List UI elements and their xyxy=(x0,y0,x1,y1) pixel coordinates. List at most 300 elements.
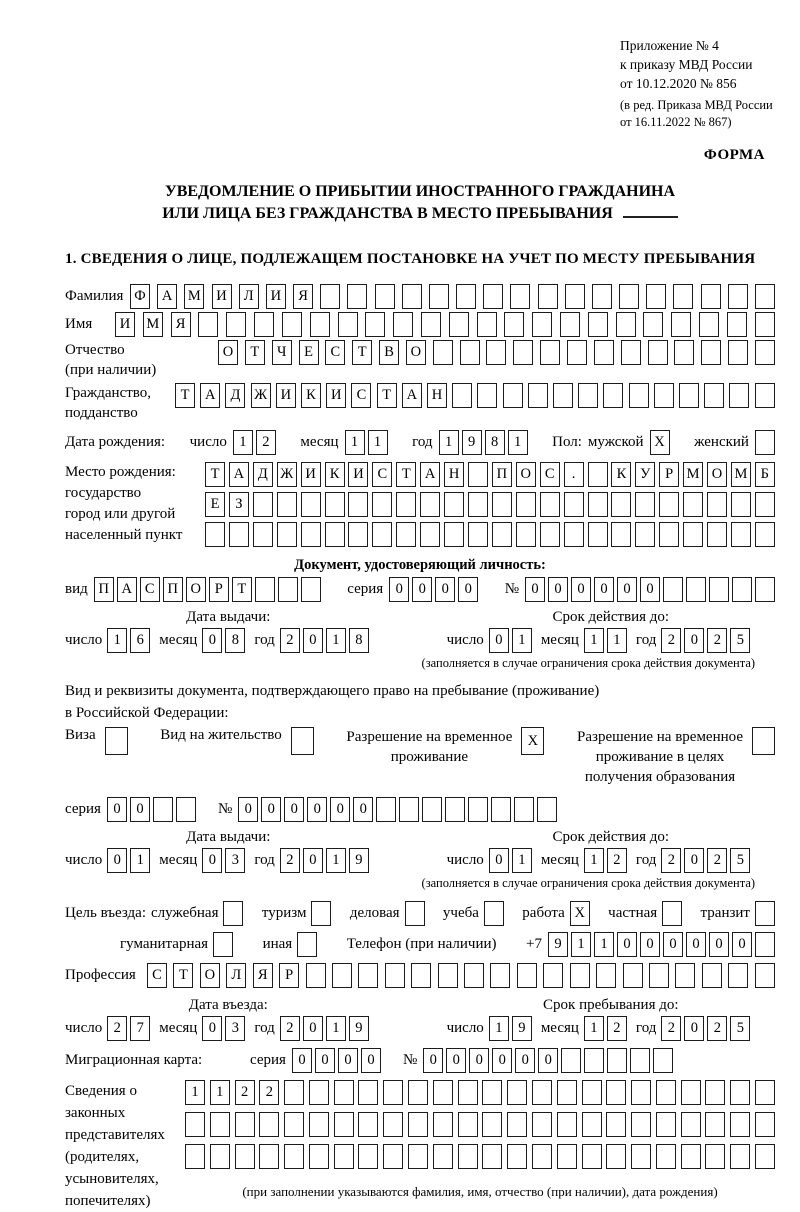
char-cell[interactable] xyxy=(730,1144,750,1169)
char-cell[interactable] xyxy=(325,492,345,517)
char-cell[interactable]: 9 xyxy=(349,1016,369,1041)
char-cell[interactable] xyxy=(755,1112,775,1137)
char-cell[interactable]: А xyxy=(157,284,177,309)
char-cell[interactable] xyxy=(631,1144,651,1169)
char-cell[interactable]: 7 xyxy=(130,1016,150,1041)
char-cell[interactable] xyxy=(402,284,422,309)
char-cell[interactable]: 1 xyxy=(210,1080,230,1105)
char-cell[interactable] xyxy=(105,727,128,755)
char-cell[interactable] xyxy=(468,462,488,487)
char-cell[interactable]: И xyxy=(115,312,135,337)
char-cell[interactable]: 2 xyxy=(661,628,681,653)
char-cell[interactable]: П xyxy=(492,462,512,487)
char-cell[interactable] xyxy=(433,1080,453,1105)
char-cell[interactable] xyxy=(659,492,679,517)
char-cell[interactable] xyxy=(358,1080,378,1105)
char-cell[interactable] xyxy=(458,1112,478,1137)
char-cell[interactable]: 0 xyxy=(303,848,323,873)
char-cell[interactable]: 0 xyxy=(202,628,222,653)
char-cell[interactable] xyxy=(320,284,340,309)
char-cell[interactable]: И xyxy=(348,462,368,487)
char-cell[interactable]: 2 xyxy=(707,628,727,653)
char-cell[interactable]: Р xyxy=(659,462,679,487)
char-cell[interactable] xyxy=(376,797,396,822)
char-cell[interactable]: С xyxy=(351,383,371,408)
char-cell[interactable] xyxy=(517,963,537,988)
char-cell[interactable] xyxy=(578,383,598,408)
char-cell[interactable]: 5 xyxy=(730,1016,750,1041)
char-cell[interactable]: Т xyxy=(205,462,225,487)
char-cell[interactable] xyxy=(729,383,749,408)
char-cell[interactable] xyxy=(656,1080,676,1105)
char-cell[interactable]: Е xyxy=(299,340,319,365)
char-cell[interactable] xyxy=(185,1144,205,1169)
char-cell[interactable]: 5 xyxy=(730,628,750,653)
char-cell[interactable]: 1 xyxy=(130,848,150,873)
char-cell[interactable]: Я xyxy=(171,312,191,337)
char-cell[interactable] xyxy=(503,383,523,408)
char-cell[interactable]: М xyxy=(143,312,163,337)
char-cell[interactable] xyxy=(277,522,297,547)
char-cell[interactable]: 0 xyxy=(684,1016,704,1041)
char-cell[interactable] xyxy=(278,577,298,602)
char-cell[interactable] xyxy=(705,1144,725,1169)
char-cell[interactable] xyxy=(728,284,748,309)
char-cell[interactable] xyxy=(653,1048,673,1073)
char-cell[interactable] xyxy=(348,492,368,517)
char-cell[interactable]: С xyxy=(140,577,160,602)
char-cell[interactable]: Н xyxy=(427,383,447,408)
char-cell[interactable]: 8 xyxy=(349,628,369,653)
char-cell[interactable]: 9 xyxy=(462,430,482,455)
char-cell[interactable] xyxy=(656,1144,676,1169)
char-cell[interactable]: 2 xyxy=(235,1080,255,1105)
char-cell[interactable]: 0 xyxy=(469,1048,489,1073)
char-cell[interactable]: С xyxy=(325,340,345,365)
char-cell[interactable] xyxy=(629,383,649,408)
char-cell[interactable]: 0 xyxy=(353,797,373,822)
char-cell[interactable]: 0 xyxy=(330,797,350,822)
char-cell[interactable] xyxy=(438,963,458,988)
char-cell[interactable] xyxy=(408,1144,428,1169)
char-cell[interactable] xyxy=(460,340,480,365)
char-cell[interactable] xyxy=(309,1080,329,1105)
char-cell[interactable] xyxy=(486,340,506,365)
char-cell[interactable] xyxy=(630,1048,650,1073)
char-cell[interactable]: К xyxy=(301,383,321,408)
char-cell[interactable]: С xyxy=(540,462,560,487)
char-cell[interactable] xyxy=(492,522,512,547)
char-cell[interactable]: 0 xyxy=(315,1048,335,1073)
char-cell[interactable]: 0 xyxy=(261,797,281,822)
char-cell[interactable]: М xyxy=(731,462,751,487)
char-cell[interactable] xyxy=(755,1080,775,1105)
char-cell[interactable]: 0 xyxy=(489,848,509,873)
char-cell[interactable] xyxy=(675,963,695,988)
char-cell[interactable]: А xyxy=(402,383,422,408)
char-cell[interactable]: 0 xyxy=(571,577,591,602)
char-cell[interactable]: 1 xyxy=(233,430,253,455)
char-cell[interactable] xyxy=(483,284,503,309)
char-cell[interactable] xyxy=(444,522,464,547)
char-cell[interactable] xyxy=(540,340,560,365)
char-cell[interactable] xyxy=(564,522,584,547)
char-cell[interactable] xyxy=(338,312,358,337)
char-cell[interactable]: 0 xyxy=(423,1048,443,1073)
char-cell[interactable]: Т xyxy=(173,963,193,988)
char-cell[interactable]: 1 xyxy=(594,932,614,957)
char-cell[interactable]: К xyxy=(611,462,631,487)
char-cell[interactable] xyxy=(755,963,775,988)
char-cell[interactable]: 2 xyxy=(256,430,276,455)
char-cell[interactable]: 1 xyxy=(326,848,346,873)
char-cell[interactable]: 1 xyxy=(326,1016,346,1041)
char-cell[interactable] xyxy=(235,1112,255,1137)
char-cell[interactable]: 1 xyxy=(512,848,532,873)
char-cell[interactable] xyxy=(513,340,533,365)
char-cell[interactable] xyxy=(399,797,419,822)
char-cell[interactable] xyxy=(588,462,608,487)
char-cell[interactable] xyxy=(540,492,560,517)
char-cell[interactable] xyxy=(309,1112,329,1137)
char-cell[interactable] xyxy=(484,901,504,926)
char-cell[interactable] xyxy=(643,312,663,337)
char-cell[interactable] xyxy=(673,284,693,309)
char-cell[interactable] xyxy=(198,312,218,337)
char-cell[interactable] xyxy=(727,312,747,337)
char-cell[interactable] xyxy=(301,492,321,517)
char-cell[interactable]: 2 xyxy=(280,1016,300,1041)
char-cell[interactable] xyxy=(383,1080,403,1105)
char-cell[interactable] xyxy=(185,1112,205,1137)
char-cell[interactable] xyxy=(507,1112,527,1137)
char-cell[interactable] xyxy=(383,1144,403,1169)
char-cell[interactable] xyxy=(674,340,694,365)
char-cell[interactable] xyxy=(253,492,273,517)
char-cell[interactable]: 1 xyxy=(185,1080,205,1105)
char-cell[interactable] xyxy=(310,312,330,337)
char-cell[interactable]: П xyxy=(94,577,114,602)
char-cell[interactable]: 2 xyxy=(707,1016,727,1041)
char-cell[interactable]: 0 xyxy=(130,797,150,822)
char-cell[interactable]: И xyxy=(301,462,321,487)
char-cell[interactable]: 0 xyxy=(107,848,127,873)
char-cell[interactable]: Д xyxy=(253,462,273,487)
char-cell[interactable] xyxy=(705,1112,725,1137)
char-cell[interactable] xyxy=(707,492,727,517)
char-cell[interactable] xyxy=(755,312,775,337)
char-cell[interactable]: 0 xyxy=(303,1016,323,1041)
char-cell[interactable]: О xyxy=(707,462,727,487)
char-cell[interactable]: 0 xyxy=(389,577,409,602)
char-cell[interactable]: 1 xyxy=(489,1016,509,1041)
char-cell[interactable]: 0 xyxy=(492,1048,512,1073)
char-cell[interactable]: Ж xyxy=(277,462,297,487)
char-cell[interactable] xyxy=(704,383,724,408)
char-cell[interactable]: 5 xyxy=(730,848,750,873)
char-cell[interactable]: 1 xyxy=(584,848,604,873)
char-cell[interactable] xyxy=(492,492,512,517)
char-cell[interactable] xyxy=(153,797,173,822)
char-cell[interactable] xyxy=(223,901,243,926)
char-cell[interactable]: 1 xyxy=(584,628,604,653)
char-cell[interactable]: 0 xyxy=(617,577,637,602)
char-cell[interactable]: И xyxy=(266,284,286,309)
char-cell[interactable] xyxy=(510,284,530,309)
char-cell[interactable] xyxy=(490,963,510,988)
char-cell[interactable] xyxy=(532,1112,552,1137)
char-cell[interactable] xyxy=(592,284,612,309)
char-cell[interactable] xyxy=(732,577,752,602)
char-cell[interactable]: 0 xyxy=(709,932,729,957)
char-cell[interactable] xyxy=(606,1080,626,1105)
char-cell[interactable]: 0 xyxy=(307,797,327,822)
char-cell[interactable]: И xyxy=(326,383,346,408)
char-cell[interactable] xyxy=(681,1144,701,1169)
char-cell[interactable]: Д xyxy=(225,383,245,408)
char-cell[interactable] xyxy=(334,1080,354,1105)
char-cell[interactable] xyxy=(482,1144,502,1169)
char-cell[interactable]: 2 xyxy=(107,1016,127,1041)
char-cell[interactable] xyxy=(728,340,748,365)
char-cell[interactable]: П xyxy=(163,577,183,602)
char-cell[interactable] xyxy=(452,383,472,408)
char-cell[interactable] xyxy=(755,522,775,547)
char-cell[interactable] xyxy=(755,430,775,455)
char-cell[interactable]: X xyxy=(521,727,544,755)
char-cell[interactable] xyxy=(560,312,580,337)
char-cell[interactable]: 2 xyxy=(607,1016,627,1041)
char-cell[interactable] xyxy=(631,1112,651,1137)
char-cell[interactable] xyxy=(254,312,274,337)
char-cell[interactable] xyxy=(348,522,368,547)
char-cell[interactable] xyxy=(649,963,669,988)
char-cell[interactable] xyxy=(752,727,775,755)
char-cell[interactable] xyxy=(358,963,378,988)
char-cell[interactable] xyxy=(482,1112,502,1137)
char-cell[interactable] xyxy=(582,1144,602,1169)
char-cell[interactable] xyxy=(681,1112,701,1137)
char-cell[interactable] xyxy=(210,1144,230,1169)
char-cell[interactable]: 0 xyxy=(515,1048,535,1073)
char-cell[interactable] xyxy=(365,312,385,337)
char-cell[interactable] xyxy=(464,963,484,988)
char-cell[interactable] xyxy=(213,932,233,957)
char-cell[interactable] xyxy=(372,522,392,547)
char-cell[interactable] xyxy=(588,492,608,517)
char-cell[interactable]: 9 xyxy=(548,932,568,957)
char-cell[interactable] xyxy=(235,1144,255,1169)
char-cell[interactable] xyxy=(311,901,331,926)
char-cell[interactable] xyxy=(421,312,441,337)
char-cell[interactable] xyxy=(621,340,641,365)
char-cell[interactable]: Т xyxy=(396,462,416,487)
char-cell[interactable] xyxy=(445,797,465,822)
char-cell[interactable] xyxy=(588,312,608,337)
char-cell[interactable]: 0 xyxy=(640,577,660,602)
char-cell[interactable] xyxy=(528,383,548,408)
char-cell[interactable] xyxy=(606,1144,626,1169)
char-cell[interactable] xyxy=(516,492,536,517)
char-cell[interactable] xyxy=(226,312,246,337)
char-cell[interactable]: 9 xyxy=(349,848,369,873)
char-cell[interactable]: 9 xyxy=(512,1016,532,1041)
char-cell[interactable] xyxy=(507,1144,527,1169)
char-cell[interactable]: 3 xyxy=(225,1016,245,1041)
char-cell[interactable] xyxy=(686,577,706,602)
char-cell[interactable] xyxy=(306,963,326,988)
char-cell[interactable]: М xyxy=(184,284,204,309)
char-cell[interactable]: У xyxy=(635,462,655,487)
char-cell[interactable] xyxy=(229,522,249,547)
char-cell[interactable] xyxy=(567,340,587,365)
char-cell[interactable] xyxy=(635,492,655,517)
char-cell[interactable] xyxy=(334,1144,354,1169)
char-cell[interactable]: Л xyxy=(239,284,259,309)
char-cell[interactable] xyxy=(259,1144,279,1169)
char-cell[interactable]: 2 xyxy=(661,1016,681,1041)
char-cell[interactable] xyxy=(671,312,691,337)
char-cell[interactable] xyxy=(565,284,585,309)
char-cell[interactable] xyxy=(383,1112,403,1137)
char-cell[interactable] xyxy=(411,963,431,988)
char-cell[interactable] xyxy=(594,340,614,365)
char-cell[interactable] xyxy=(253,522,273,547)
char-cell[interactable] xyxy=(396,492,416,517)
char-cell[interactable]: 0 xyxy=(686,932,706,957)
char-cell[interactable]: 2 xyxy=(280,848,300,873)
char-cell[interactable] xyxy=(456,284,476,309)
char-cell[interactable] xyxy=(422,797,442,822)
char-cell[interactable]: . xyxy=(564,462,584,487)
char-cell[interactable] xyxy=(730,1080,750,1105)
char-cell[interactable] xyxy=(596,963,616,988)
char-cell[interactable] xyxy=(705,1080,725,1105)
char-cell[interactable] xyxy=(730,1112,750,1137)
char-cell[interactable] xyxy=(325,522,345,547)
char-cell[interactable]: Т xyxy=(245,340,265,365)
char-cell[interactable]: В xyxy=(379,340,399,365)
char-cell[interactable] xyxy=(532,1144,552,1169)
char-cell[interactable]: 0 xyxy=(684,848,704,873)
char-cell[interactable] xyxy=(205,522,225,547)
char-cell[interactable]: Ф xyxy=(130,284,150,309)
char-cell[interactable] xyxy=(755,340,775,365)
char-cell[interactable] xyxy=(646,284,666,309)
char-cell[interactable] xyxy=(277,492,297,517)
char-cell[interactable] xyxy=(210,1112,230,1137)
char-cell[interactable]: О xyxy=(200,963,220,988)
char-cell[interactable]: К xyxy=(325,462,345,487)
char-cell[interactable] xyxy=(482,1080,502,1105)
char-cell[interactable] xyxy=(477,312,497,337)
char-cell[interactable]: X xyxy=(650,430,670,455)
char-cell[interactable]: М xyxy=(683,462,703,487)
char-cell[interactable] xyxy=(393,312,413,337)
char-cell[interactable] xyxy=(623,963,643,988)
char-cell[interactable]: 0 xyxy=(732,932,752,957)
char-cell[interactable] xyxy=(468,797,488,822)
char-cell[interactable] xyxy=(396,522,416,547)
char-cell[interactable] xyxy=(582,1080,602,1105)
char-cell[interactable] xyxy=(755,383,775,408)
char-cell[interactable] xyxy=(259,1112,279,1137)
char-cell[interactable] xyxy=(557,1144,577,1169)
char-cell[interactable] xyxy=(631,1080,651,1105)
char-cell[interactable] xyxy=(755,932,775,957)
char-cell[interactable] xyxy=(709,577,729,602)
char-cell[interactable] xyxy=(755,577,775,602)
char-cell[interactable]: 8 xyxy=(225,628,245,653)
char-cell[interactable]: Я xyxy=(293,284,313,309)
char-cell[interactable] xyxy=(662,901,682,926)
char-cell[interactable] xyxy=(538,284,558,309)
char-cell[interactable]: 1 xyxy=(607,628,627,653)
char-cell[interactable] xyxy=(663,577,683,602)
char-cell[interactable] xyxy=(507,1080,527,1105)
char-cell[interactable] xyxy=(557,1080,577,1105)
char-cell[interactable]: 0 xyxy=(361,1048,381,1073)
char-cell[interactable] xyxy=(372,492,392,517)
char-cell[interactable] xyxy=(444,492,464,517)
char-cell[interactable]: 1 xyxy=(107,628,127,653)
char-cell[interactable]: 0 xyxy=(458,577,478,602)
char-cell[interactable]: 1 xyxy=(571,932,591,957)
char-cell[interactable] xyxy=(755,284,775,309)
char-cell[interactable]: И xyxy=(276,383,296,408)
char-cell[interactable]: Н xyxy=(444,462,464,487)
char-cell[interactable]: А xyxy=(117,577,137,602)
char-cell[interactable] xyxy=(561,1048,581,1073)
char-cell[interactable] xyxy=(284,1080,304,1105)
char-cell[interactable] xyxy=(301,522,321,547)
char-cell[interactable] xyxy=(375,284,395,309)
char-cell[interactable]: 0 xyxy=(489,628,509,653)
char-cell[interactable]: Т xyxy=(175,383,195,408)
char-cell[interactable]: 1 xyxy=(326,628,346,653)
char-cell[interactable] xyxy=(755,901,775,926)
char-cell[interactable]: О xyxy=(406,340,426,365)
char-cell[interactable] xyxy=(468,522,488,547)
char-cell[interactable] xyxy=(420,522,440,547)
char-cell[interactable]: 0 xyxy=(338,1048,358,1073)
char-cell[interactable]: Р xyxy=(279,963,299,988)
char-cell[interactable]: 0 xyxy=(640,932,660,957)
char-cell[interactable]: 0 xyxy=(435,577,455,602)
char-cell[interactable] xyxy=(731,522,751,547)
char-cell[interactable] xyxy=(291,727,314,755)
char-cell[interactable]: 2 xyxy=(661,848,681,873)
char-cell[interactable] xyxy=(255,577,275,602)
char-cell[interactable]: 2 xyxy=(607,848,627,873)
char-cell[interactable] xyxy=(516,522,536,547)
char-cell[interactable] xyxy=(701,340,721,365)
char-cell[interactable]: 2 xyxy=(259,1080,279,1105)
char-cell[interactable] xyxy=(654,383,674,408)
char-cell[interactable] xyxy=(491,797,511,822)
char-cell[interactable] xyxy=(699,312,719,337)
char-cell[interactable]: С xyxy=(147,963,167,988)
char-cell[interactable]: 0 xyxy=(238,797,258,822)
char-cell[interactable] xyxy=(607,1048,627,1073)
char-cell[interactable] xyxy=(584,1048,604,1073)
char-cell[interactable]: 0 xyxy=(412,577,432,602)
char-cell[interactable]: 0 xyxy=(617,932,637,957)
char-cell[interactable] xyxy=(603,383,623,408)
char-cell[interactable] xyxy=(679,383,699,408)
char-cell[interactable] xyxy=(659,522,679,547)
char-cell[interactable] xyxy=(701,284,721,309)
